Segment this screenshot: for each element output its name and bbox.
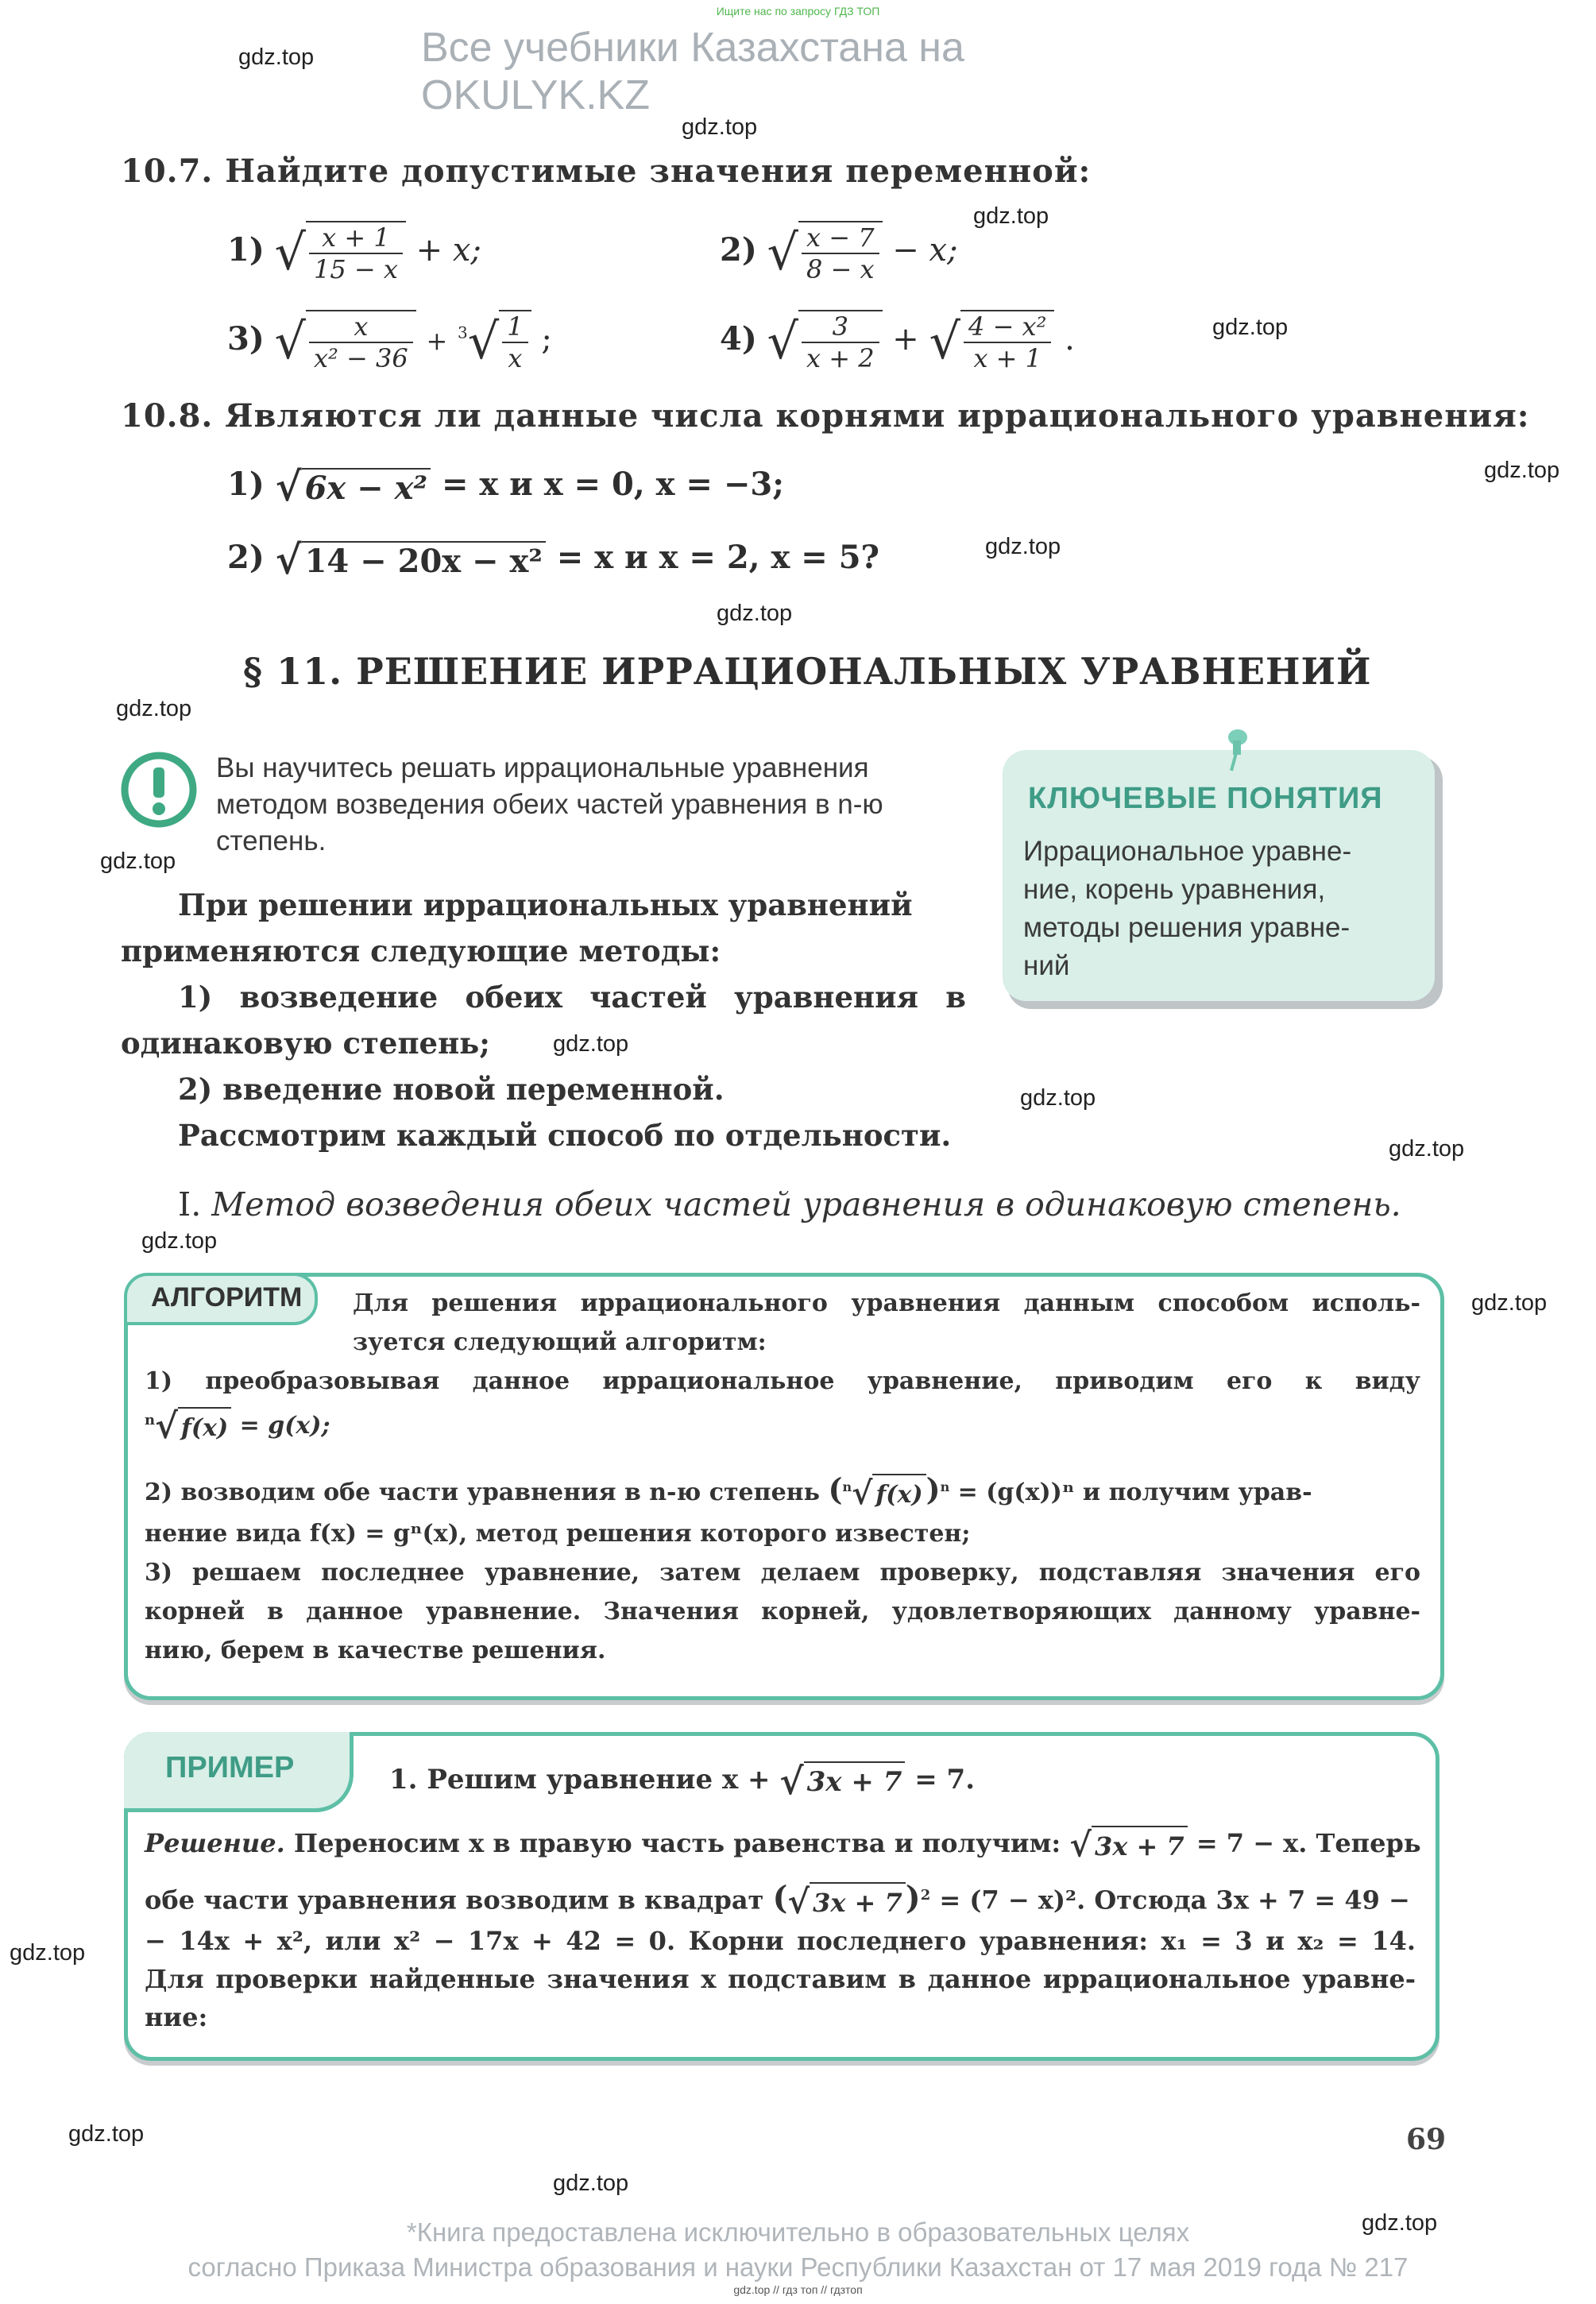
sqrt-sign: √ (787, 1881, 810, 1921)
nth-root-sign: √ (852, 1475, 873, 1512)
exercise-10-7 (121, 153, 1091, 190)
sqrt-sign: √ (275, 536, 302, 583)
learning-goal: Вы научитесь решать иррациональные уравнения методом возведения обеих частей уравнения в n-ю степень. (216, 752, 883, 856)
top-search-note: Ищите нас по запросу ГДЗ ТОП (716, 5, 880, 17)
method-heading: I. Метод возведения обеих частей уравнения в одинаковую степень. (178, 1185, 1401, 1224)
exercise-text: Найдите допустимые значения переменной: (225, 153, 1092, 190)
watermark: gdz.top (985, 534, 1061, 559)
sqrt-sign: √ (275, 463, 302, 510)
sqrt-sign: √ (929, 312, 961, 370)
watermark: gdz.top (553, 1031, 629, 1057)
exercise-text: Являются ли данные числа корнями иррационального уравнения: (225, 397, 1530, 435)
sqrt-sign: √ (274, 223, 306, 281)
sqrt-sign: √ (767, 223, 798, 281)
watermark: gdz.top (68, 2121, 145, 2147)
sqrt-sign: √ (274, 312, 306, 370)
example-task: 1. Решим уравнение x + √ 3x + 7 = 7. (389, 1760, 976, 1803)
watermark: gdz.top (10, 1940, 86, 1966)
footer-links: gdz.top // гдз топ // гдзтоп (733, 2283, 863, 2296)
nth-root-sign: √ (155, 1406, 179, 1447)
watermark: gdz.top (682, 114, 758, 140)
watermark: gdz.top (717, 601, 793, 626)
watermark: gdz.top (141, 1228, 218, 1254)
site-title: Все учебники Казахстана на OKULYK.KZ (421, 25, 964, 118)
watermark: gdz.top (1484, 458, 1560, 483)
section-title: § 11. РЕШЕНИЕ ИРРАЦИОНАЛЬНЫХ УРАВНЕНИЙ (243, 650, 1372, 693)
task-10-7-4: 4) √ $\frac{3}{x + 2}$ + √ $\frac{\text{4 − x²}}{x + 1}$ . (720, 311, 1075, 373)
watermark: gdz.top (1389, 1136, 1465, 1162)
task-10-7-2: 2) √ $\frac{x - 7}{8 - x}$ − x; (720, 222, 958, 284)
exercise-number: 10.7. (121, 153, 214, 190)
task-10-7-1: 1) √ $\frac{x + 1}{15 - x}$ + x; (227, 222, 481, 284)
watermark: gdz.top (1212, 315, 1289, 340)
page-number: 69 (1406, 2123, 1447, 2156)
example-tab: ПРИМЕР (124, 1732, 354, 1812)
sqrt-sign: √ (767, 312, 798, 370)
sqrt-sign: √ (779, 1760, 804, 1803)
task-10-8-1: 1) √ 6x − x² = x и x = 0, x = −3; (227, 463, 784, 510)
algorithm-tab: АЛГОРИТМ (124, 1273, 318, 1325)
footer-notice: *Книга предоставлена исключительно в образовательных целях согласно Приказа Министра образования и науки Республики Казахстан от 17 мая 2019 года № 217 (187, 2217, 1409, 2282)
watermark: gdz.top (1020, 1085, 1096, 1111)
cube-root-sign: √ (467, 312, 500, 370)
watermark: gdz.top (1362, 2210, 1438, 2236)
exclamation-icon (119, 750, 199, 829)
sqrt-sign: √ (1069, 1825, 1092, 1865)
key-concepts-title: КЛЮЧЕВЫЕ ПОНЯТИЯ (1028, 782, 1383, 815)
exercise-number: 10.8. (121, 397, 214, 435)
watermark: gdz.top (973, 203, 1049, 229)
exercise-10-8 (121, 397, 1530, 435)
watermark: gdz.top (1471, 1290, 1548, 1316)
key-concepts-text: Иррациональное уравне- ние, корень уравнения, методы решения уравне- ний (1023, 836, 1352, 981)
task-10-7-3: 3) √ $\frac{x}{\text{x² − 36}}$ + $^3$√ $\frac{1}{x}$ ; (227, 311, 552, 373)
key-concepts-box (1003, 750, 1435, 1001)
watermark: gdz.top (100, 849, 176, 874)
watermark: gdz.top (116, 696, 192, 721)
pushpin-icon (1220, 728, 1252, 772)
watermark: gdz.top (238, 44, 315, 70)
example-solution: Решение. Переносим x в правую часть равенства и получим: √ 3x + 7 = 7 − x. Теперь обе части уравнения возводим в квадрат (√ 3x + 7 )$^2$ = (7 − x)². Отсюда 3x + 7 = 49 − − 14x + x², или x² − 17x + 42 = 0. Корни последнего уравнения: x₁ = 3 и x₂ = 14. Для проверки найденные значения x подставим в данное иррациональное уравне- ние: (145, 1825, 1421, 2032)
methods-intro: При решении иррациональных уравнений применяются следующие методы: 1) возведение обеих частей уравнения в одинаковую степень; 2) введение новой переменной. Рассмотрим каждый способ по отдельности. (121, 887, 966, 1153)
task-10-8-2: 2) √ 14 − 20x − x² = x и x = 2, x = 5? (227, 536, 879, 583)
watermark: gdz.top (553, 2171, 629, 2196)
algorithm-text: Для решения иррационального уравнения данным способом исполь- зуется следующий алгоритм: 1) преобразовывая данное иррациональное уравнение, приводим его к виду $^n$√ f(x) = g(x); 2) возводим обе части уравнения в n-ю степень ($^n$√ f(x) )$^n$ = (g(x))ⁿ и получим урав- нение вида f(x) = gⁿ(x), метод решения которого известен; 3) решаем последнее уравнение, затем делаем проверку, подставляя значения его корней в данное уравнение. Значения корней, удовлетворяющих данному уравне- нию, берем в качестве решения. (145, 1289, 1420, 1664)
